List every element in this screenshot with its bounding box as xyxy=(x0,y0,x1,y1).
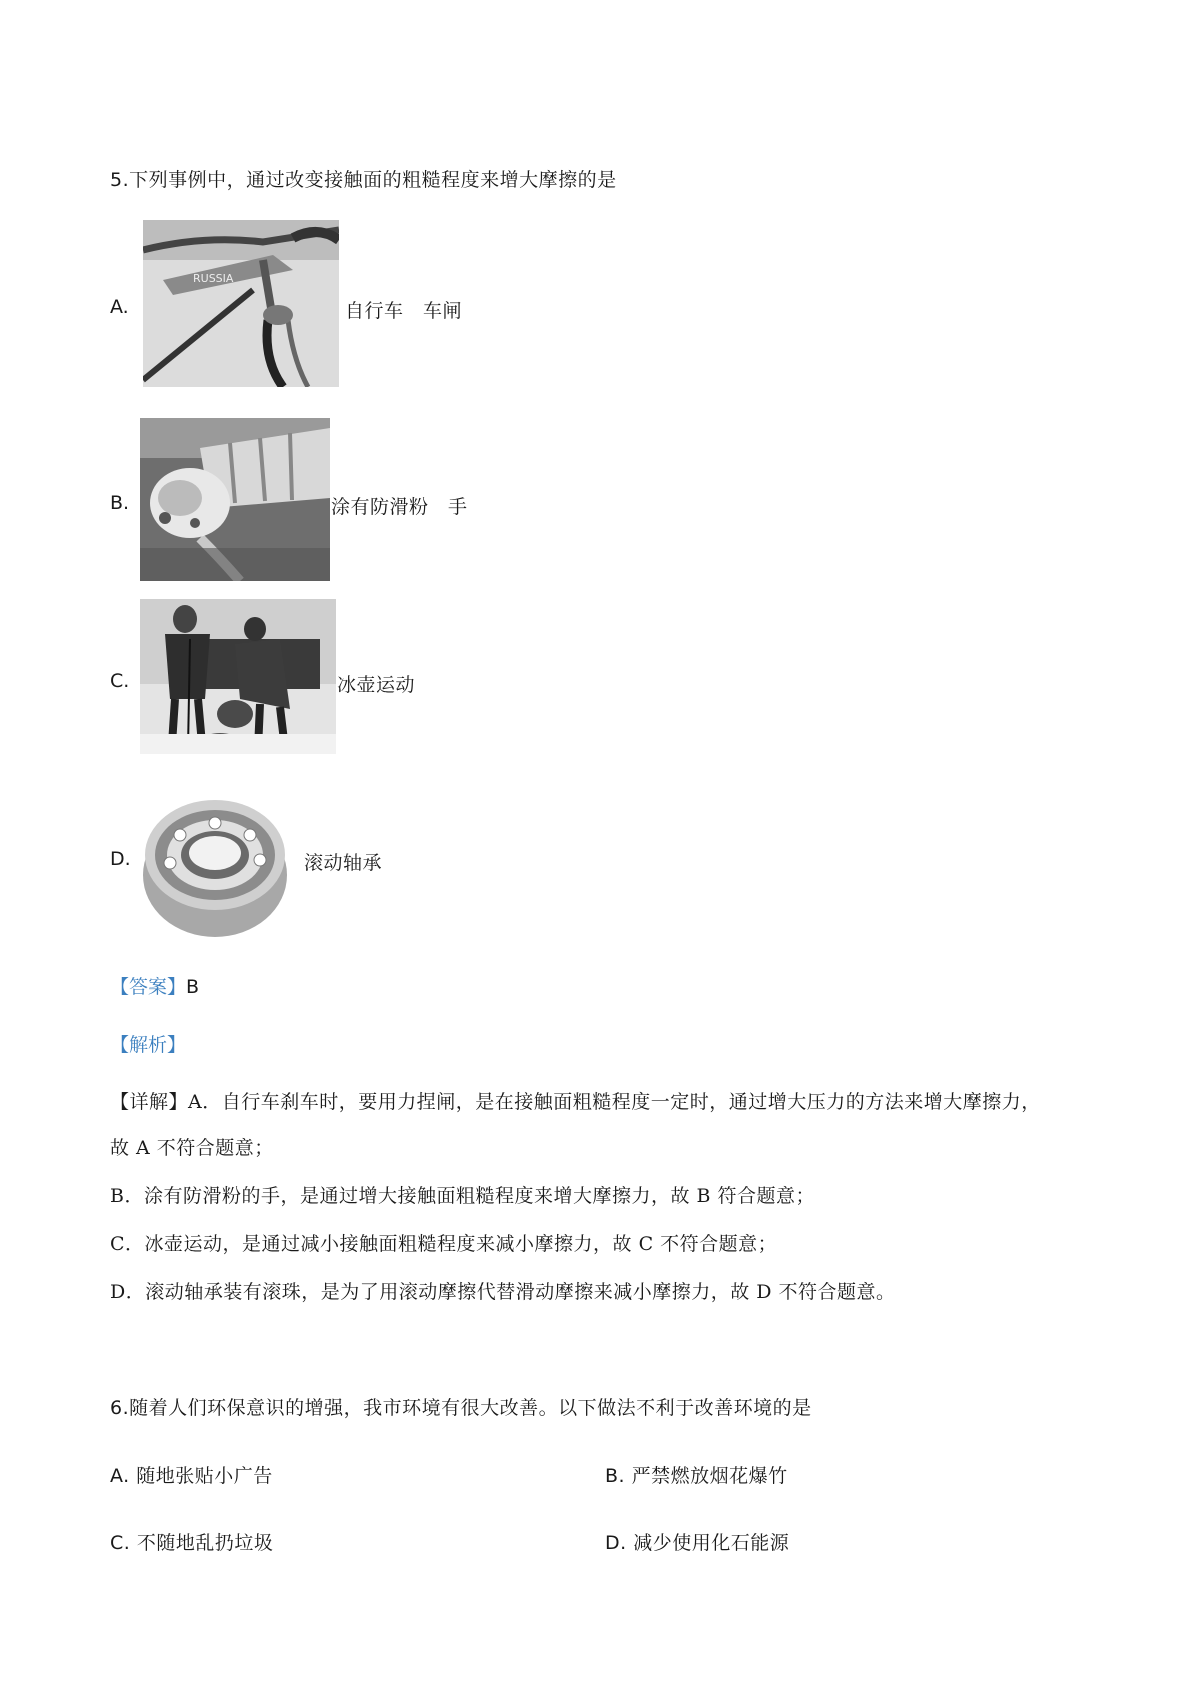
q6-option-b xyxy=(605,1461,788,1488)
q6-option-c-letter: C. xyxy=(110,1532,131,1554)
q5-option-a-text: 自行车 车闸 xyxy=(345,300,463,322)
q5-option-a-letter: A. xyxy=(110,296,129,318)
chalk-hand-photo xyxy=(140,418,330,581)
curling-photo xyxy=(140,599,336,754)
q5-option-c-text: 冰壶运动 xyxy=(337,674,416,696)
detail-tag: 【详解】 xyxy=(110,1091,189,1113)
q6-option-b-letter: B. xyxy=(605,1465,626,1487)
detail-line-5: D．滚动轴承装有滚珠，是为了用滚动摩擦代替滑动摩擦来减小摩擦力，故 D 不符合题意。 xyxy=(110,1281,896,1303)
q6-option-d xyxy=(605,1528,789,1555)
q5-option-d-text: 滚动轴承 xyxy=(304,852,383,874)
q6-option-a-text: 随地张贴小广告 xyxy=(136,1465,273,1487)
answer-tag: 【答案】 xyxy=(110,976,187,998)
ball-bearing-photo xyxy=(140,775,290,942)
q5-option-c-letter: C. xyxy=(110,670,130,692)
answer-row xyxy=(110,972,199,999)
q5-option-b-letter: B. xyxy=(110,492,130,514)
q6-option-a-letter: A. xyxy=(110,1465,130,1487)
detail-line-2: 故 A 不符合题意； xyxy=(110,1137,274,1159)
detail-line-1 xyxy=(110,1087,1041,1114)
analysis-tag: 【解析】 xyxy=(110,1034,187,1056)
q6-option-c xyxy=(110,1528,273,1555)
svg-text:RUSSIA: RUSSIA xyxy=(193,272,234,285)
q5-option-b-text: 涂有防滑粉 手 xyxy=(331,496,468,518)
detail-line-3: B．涂有防滑粉的手，是通过增大接触面粗糙程度来增大摩擦力，故 B 符合题意； xyxy=(110,1185,816,1207)
detail-line-1-text: A．自行车刹车时，要用力捏闸，是在接触面粗糙程度一定时，通过增大压力的方法来增大摩擦力， xyxy=(188,1091,1041,1113)
q6-option-a xyxy=(110,1461,273,1488)
q5-stem: 5.下列事例中，通过改变接触面的粗糙程度来增大摩擦的是 xyxy=(110,169,617,191)
q6-option-b-text: 严禁燃放烟花爆竹 xyxy=(631,1465,788,1487)
detail-line-4: C．冰壶运动，是通过减小接触面粗糙程度来减小摩擦力，故 C 不符合题意； xyxy=(110,1233,778,1255)
q6-option-d-letter: D. xyxy=(605,1532,627,1554)
q6-option-d-text: 减少使用化石能源 xyxy=(633,1532,790,1554)
answer-value: B xyxy=(186,976,200,998)
q5-option-d-letter: D. xyxy=(110,848,131,870)
bicycle-brake-photo xyxy=(143,220,339,387)
q6-stem: 6.随着人们环保意识的增强，我市环境有很大改善。以下做法不利于改善环境的是 xyxy=(110,1397,812,1419)
q6-option-c-text: 不随地乱扔垃圾 xyxy=(136,1532,274,1554)
